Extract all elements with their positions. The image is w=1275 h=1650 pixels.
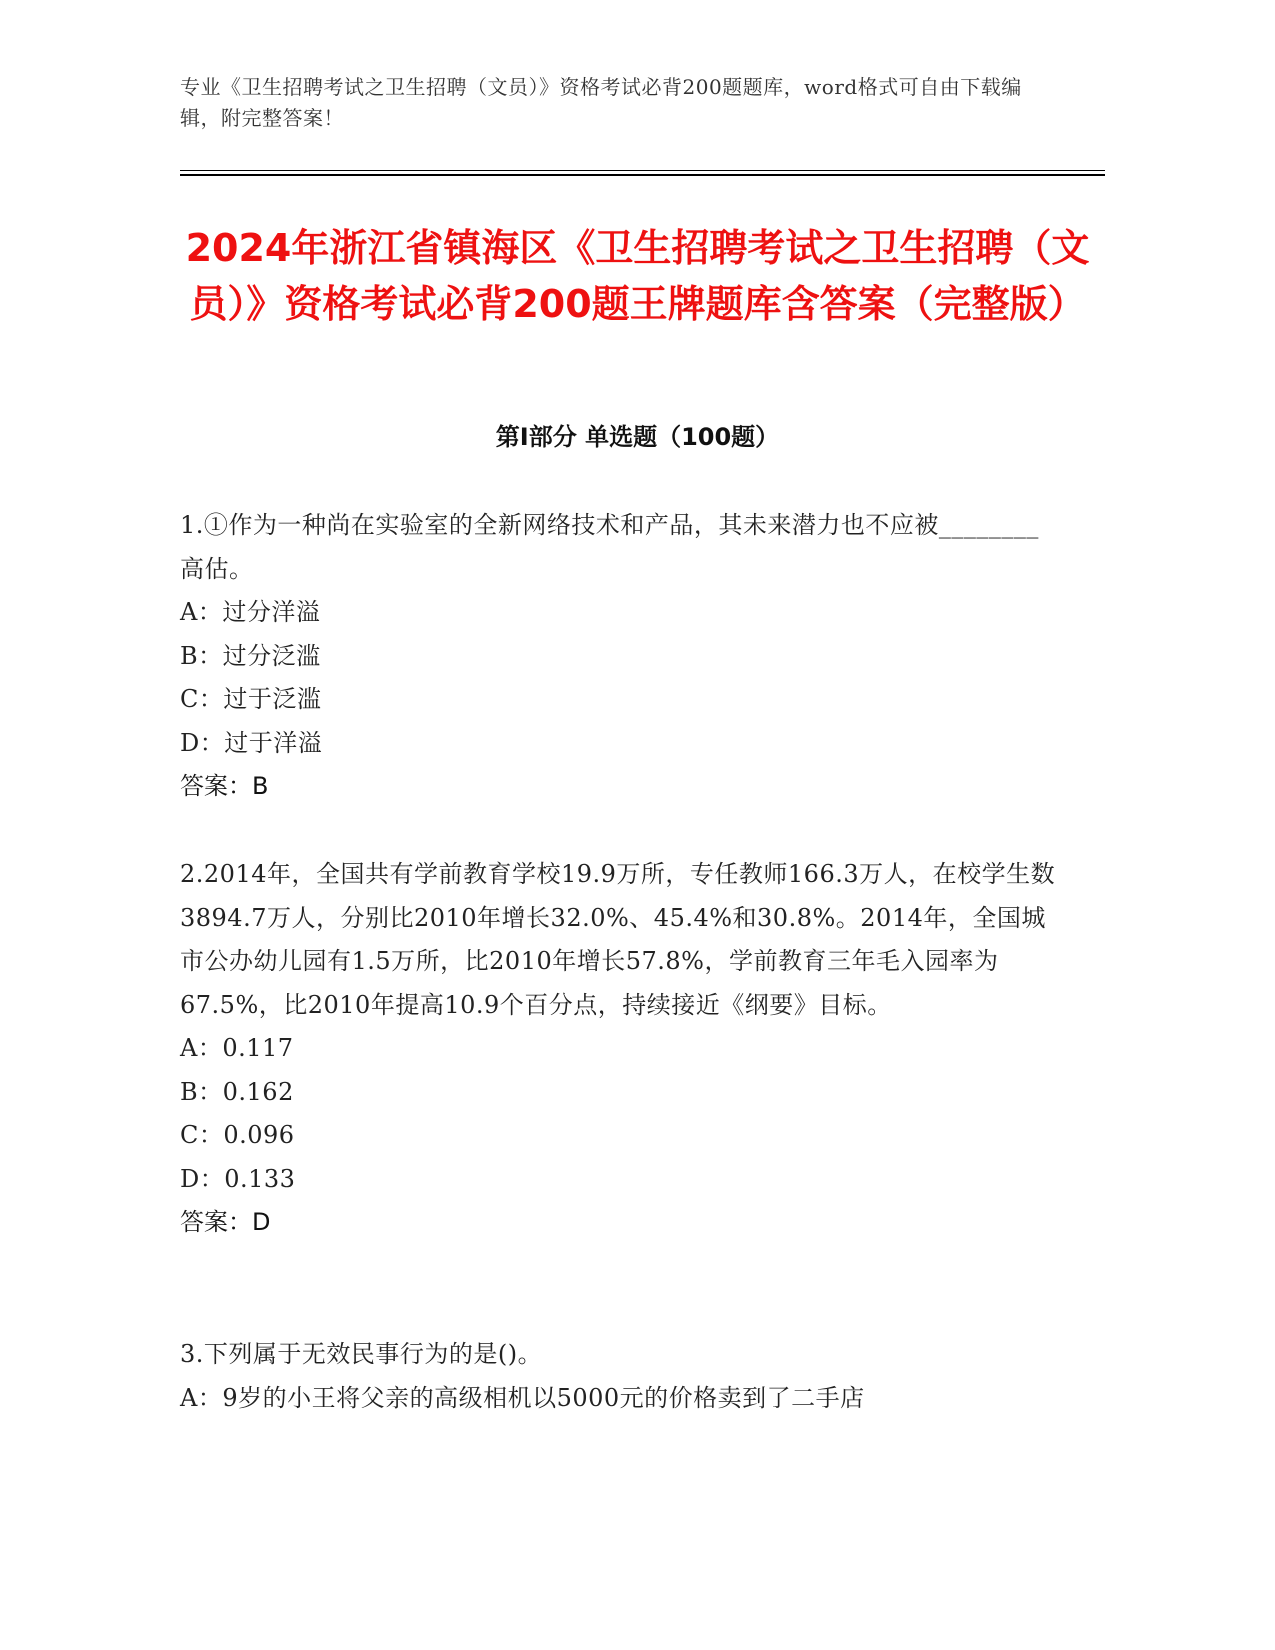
- option-b: B：0.162: [180, 1077, 294, 1106]
- option-a: A：过分洋溢: [180, 598, 321, 626]
- option-d: D：过于洋溢: [180, 728, 323, 757]
- section-title: 第Ⅰ部分 单选题（100题）: [495, 423, 780, 451]
- question-stem: 3.下列属于无效民事行为的是()。: [180, 1340, 543, 1368]
- question-2: [180, 853, 1060, 1245]
- option-c: C：0.096: [180, 1121, 295, 1149]
- option-a: A：0.117: [180, 1034, 294, 1062]
- header-divider-top: [180, 170, 1105, 171]
- answer: 答案：B: [180, 772, 269, 800]
- option-b: B：过分泛滥: [180, 641, 321, 670]
- document-title: 2024年浙江省镇海区《卫生招聘考试之卫生招聘（文员）》资格考试必背200题王牌题库含答案（完整版）: [185, 226, 1090, 326]
- answer: 答案：D: [180, 1208, 271, 1236]
- header-divider-bottom: [180, 174, 1105, 176]
- question-3: [180, 1333, 1060, 1420]
- option-a: A：9岁的小王将父亲的高级相机以5000元的价格卖到了二手店: [180, 1383, 865, 1412]
- question-1: [180, 504, 1060, 809]
- question-stem: 2.2014年，全国共有学前教育学校19.9万所，专任教师166.3万人，在校学生数3894.7万人，分别比2010年增长32.0%、45.4%和30.8%。2014年，全国城市公办幼儿园有1.5万所，比2010年增长57.8%，学前教育三年毛入园率为67.5%，比2010年提高10.9个百分点，持续接近《纲要》目标。: [180, 860, 1056, 1019]
- header-note: 专业《卫生招聘考试之卫生招聘（文员）》资格考试必背200题题库，word格式可自由下载编辑，附完整答案！: [180, 75, 1022, 130]
- question-stem: 1.①作为一种尚在实验室的全新网络技术和产品，其未来潜力也不应被________高估。: [180, 511, 1039, 583]
- option-d: D：0.133: [180, 1164, 296, 1193]
- option-c: C：过于泛滥: [180, 685, 322, 713]
